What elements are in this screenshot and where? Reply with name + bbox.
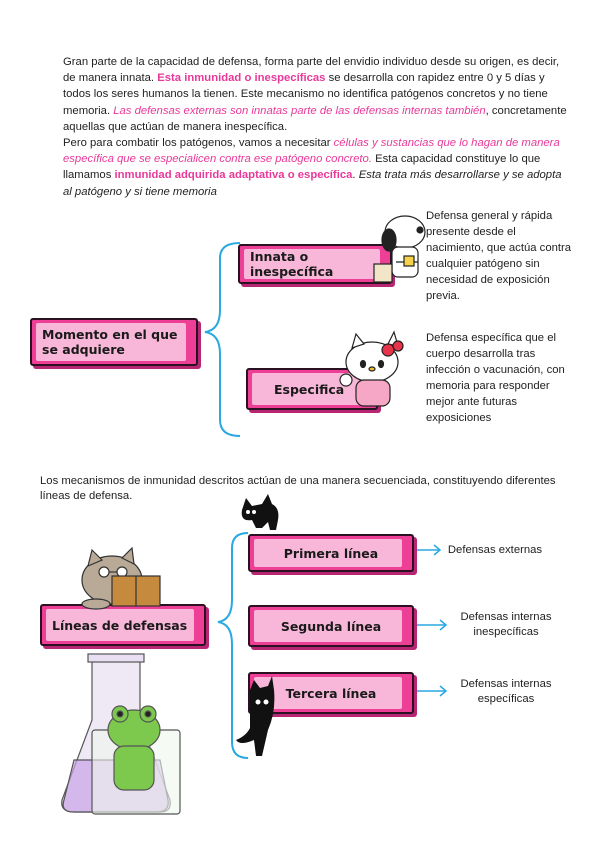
p1-highlight: Esta inmunidad o inespecíficas — [157, 72, 326, 85]
p2-italic-end: Esta trata más desarrollarse y se adopta al patógeno y si tiene memoria — [63, 169, 562, 198]
p1-italic: Las defensas externas son innatas parte de las defensas internas también — [113, 104, 486, 117]
first-label: Primera línea — [283, 545, 379, 561]
p1-text-c: se desarrolla con rapidez entre 0 y 5 días y todos los seres humanos la tienen. Este mecanismo no identifica patógenos concretos y no tiene memoria. — [63, 72, 548, 117]
root2-label: Líneas de defensas — [52, 617, 188, 633]
p2-text-a: Pero para combatir los patógenos, vamos a necesitar — [63, 137, 334, 150]
box-root-momento — [30, 318, 198, 366]
second-result: Defensas internas inespecíficas — [460, 611, 552, 638]
box-root-lineas — [40, 604, 206, 646]
root-label: Momento en el que se adquiere — [42, 327, 178, 357]
p2-italic: células y sustancias que lo hagan de manera específica que se especialicen contra ese patógeno concreto. — [63, 137, 560, 166]
p2-text-e: . — [352, 169, 359, 182]
specific-description: Defensa específica que el cuerpo desarrolla tras infección o vacunación, con memoria para responder mejor ante futuras exposiciones — [426, 332, 565, 424]
box-segunda — [248, 605, 414, 647]
third-result: Defensas internas específicas — [460, 678, 552, 705]
third-label: Tercera línea — [285, 685, 377, 701]
first-result: Defensas externas — [447, 544, 543, 556]
section2-text: Los mecanismos de inmunidad descritos actúan de una manera secuenciada, constituyendo diferentes líneas de defensa. — [40, 475, 556, 502]
second-label: Segunda línea — [280, 618, 382, 634]
box-primera — [248, 534, 414, 572]
box-innata — [238, 244, 392, 284]
specific-label: Especifica — [274, 381, 345, 397]
innate-description: Defensa general y rápida presente desde el nacimiento, que actúa contra cualquier patógeno sin necesidad de exposición previa. — [426, 210, 572, 302]
innate-label: Innata o inespecífica — [250, 249, 334, 279]
p2-highlight: inmunidad adquirida adaptativa o específica — [114, 169, 353, 182]
p1-text-a: Gran parte de la capacidad de defensa, forma parte del envidio individuo desde su origen, es decir, de manera innata. — [63, 56, 560, 85]
box-tercera — [248, 672, 414, 714]
p2-text-c: Esta capacidad constituye lo que llamamos — [63, 153, 541, 182]
p1-text-e: , concretamente aquellas que actúan de manera inespecífica. — [63, 104, 567, 133]
